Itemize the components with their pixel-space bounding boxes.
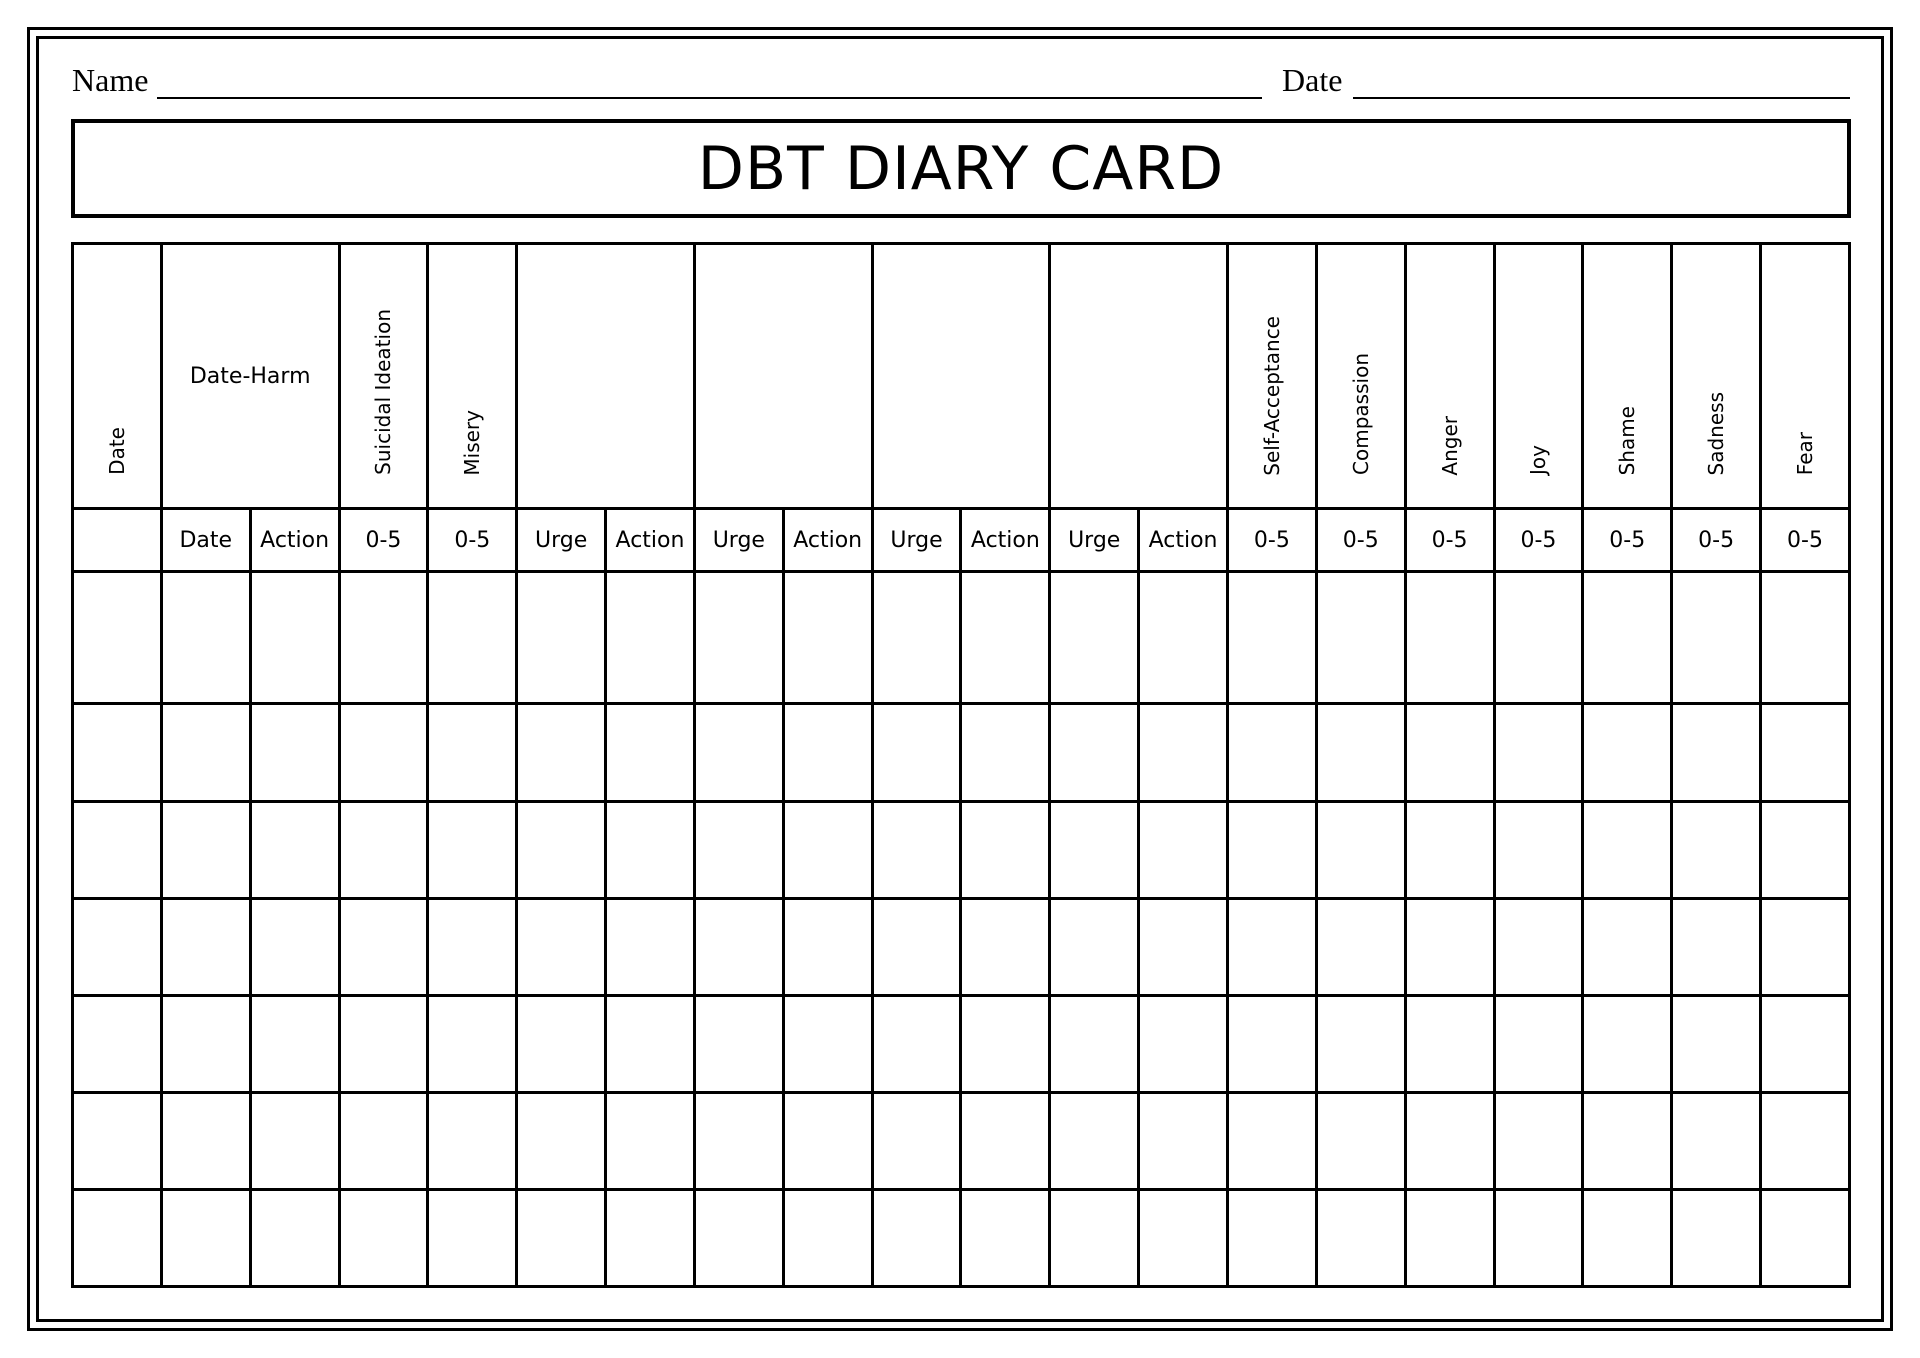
entry-cell[interactable]	[1050, 1092, 1139, 1189]
entry-cell[interactable]	[1761, 995, 1850, 1092]
entry-cell[interactable]	[961, 1189, 1050, 1286]
entry-cell[interactable]	[961, 995, 1050, 1092]
entry-cell[interactable]	[1761, 898, 1850, 995]
entry-cell[interactable]	[1494, 1092, 1583, 1189]
entry-cell[interactable]	[1139, 572, 1228, 704]
entry-cell[interactable]	[1672, 995, 1761, 1092]
entry-cell[interactable]	[872, 898, 961, 995]
entry-cell[interactable]	[161, 704, 250, 801]
entry-cell[interactable]	[1227, 995, 1316, 1092]
entry-cell[interactable]	[1494, 995, 1583, 1092]
entry-cell[interactable]	[606, 801, 695, 898]
entry-cell[interactable]	[517, 801, 606, 898]
title-box	[71, 119, 1851, 218]
entry-cell[interactable]	[1672, 898, 1761, 995]
entry-cell[interactable]	[1494, 704, 1583, 801]
entry-cell[interactable]	[428, 1092, 517, 1189]
entry-cell[interactable]	[161, 801, 250, 898]
entry-cell[interactable]	[161, 1189, 250, 1286]
entry-cell[interactable]	[1139, 995, 1228, 1092]
entry-cell[interactable]	[1227, 898, 1316, 995]
entry-cell[interactable]	[783, 572, 872, 704]
entry-cell[interactable]	[694, 1189, 783, 1286]
header-anger	[1405, 244, 1494, 509]
table-row	[73, 572, 1850, 704]
entry-cell[interactable]	[872, 1092, 961, 1189]
entry-cell[interactable]	[161, 572, 250, 704]
page-title: DBT DIARY CARD	[697, 133, 1225, 204]
entry-cell[interactable]	[961, 898, 1050, 995]
header-fear	[1761, 244, 1850, 509]
entry-cell[interactable]	[339, 704, 428, 801]
entry-cell[interactable]	[517, 995, 606, 1092]
entry-cell[interactable]	[1405, 704, 1494, 801]
entry-cell[interactable]	[1494, 898, 1583, 995]
entry-cell[interactable]	[517, 572, 606, 704]
entry-cell[interactable]	[1405, 995, 1494, 1092]
entry-cell[interactable]	[694, 1092, 783, 1189]
header-date	[73, 244, 162, 509]
sub-group2-action: Action	[783, 509, 872, 572]
entry-cell[interactable]	[250, 1189, 339, 1286]
entry-cell[interactable]	[1583, 801, 1672, 898]
entry-cell[interactable]	[606, 704, 695, 801]
table-row	[73, 1189, 1850, 1286]
header-blank-group-2[interactable]	[694, 244, 872, 509]
entry-cell[interactable]	[694, 995, 783, 1092]
entry-cell[interactable]	[339, 801, 428, 898]
entry-cell[interactable]	[783, 801, 872, 898]
header-date-harm: Date-Harm	[161, 244, 339, 509]
entry-cell[interactable]	[1672, 1092, 1761, 1189]
diary-table	[71, 242, 1851, 1288]
header-joy	[1494, 244, 1583, 509]
header-date-label: Date	[104, 427, 129, 476]
header-suicidal-ideation-label: Suicidal Ideation	[371, 309, 396, 476]
header-misery-label: Misery	[460, 409, 485, 476]
entry-cell[interactable]	[1050, 995, 1139, 1092]
entry-cell[interactable]	[517, 704, 606, 801]
entry-cell[interactable]	[1139, 704, 1228, 801]
entry-cell[interactable]	[1227, 1092, 1316, 1189]
entry-cell[interactable]	[250, 1092, 339, 1189]
entry-cell[interactable]	[250, 898, 339, 995]
entry-cell[interactable]	[1583, 1092, 1672, 1189]
entry-cell[interactable]	[1494, 572, 1583, 704]
entry-cell[interactable]	[1316, 801, 1405, 898]
entry-cell[interactable]	[428, 572, 517, 704]
entry-cell[interactable]	[73, 1189, 162, 1286]
entry-cell[interactable]	[250, 801, 339, 898]
entry-cell[interactable]	[1050, 572, 1139, 704]
entry-cell[interactable]	[1227, 801, 1316, 898]
entry-cell[interactable]	[73, 898, 162, 995]
date-field[interactable]	[1353, 97, 1850, 99]
entry-cell[interactable]	[1672, 1189, 1761, 1286]
subheader-row	[73, 509, 1850, 572]
entry-cell[interactable]	[73, 801, 162, 898]
sub-group4-action: Action	[1139, 509, 1228, 572]
entry-cell[interactable]	[428, 704, 517, 801]
entry-cell[interactable]	[73, 1092, 162, 1189]
entry-cell[interactable]	[1139, 1092, 1228, 1189]
entry-cell[interactable]	[339, 898, 428, 995]
entry-cell[interactable]	[73, 704, 162, 801]
entry-cell[interactable]	[1583, 1189, 1672, 1286]
entry-cell[interactable]	[783, 1092, 872, 1189]
entry-cell[interactable]	[783, 995, 872, 1092]
entry-cell[interactable]	[606, 898, 695, 995]
entry-cell[interactable]	[1316, 1092, 1405, 1189]
entry-cell[interactable]	[1316, 704, 1405, 801]
table-row	[73, 995, 1850, 1092]
table-row	[73, 898, 1850, 995]
entry-cell[interactable]	[694, 704, 783, 801]
entry-cell[interactable]	[1050, 1189, 1139, 1286]
sub-fear-scale: 0-5	[1761, 509, 1850, 572]
entry-cell[interactable]	[517, 898, 606, 995]
entry-cell[interactable]	[1583, 898, 1672, 995]
entry-cell[interactable]	[428, 898, 517, 995]
entry-cell[interactable]	[428, 801, 517, 898]
sub-group1-urge: Urge	[517, 509, 606, 572]
sub-shame-scale: 0-5	[1583, 509, 1672, 572]
entry-cell[interactable]	[250, 995, 339, 1092]
header-self-acceptance-label: Self-Acceptance	[1259, 315, 1284, 476]
entry-cell[interactable]	[339, 995, 428, 1092]
sub-misery-scale: 0-5	[428, 509, 517, 572]
header-fear-label: Fear	[1793, 432, 1818, 476]
entry-cell[interactable]	[1672, 801, 1761, 898]
entry-cell[interactable]	[339, 572, 428, 704]
entry-cell[interactable]	[1405, 1092, 1494, 1189]
header-sadness-label: Sadness	[1704, 391, 1729, 476]
header-shame	[1583, 244, 1672, 509]
sub-group3-urge: Urge	[872, 509, 961, 572]
entry-cell[interactable]	[1405, 572, 1494, 704]
date-label: Date	[1282, 62, 1343, 98]
entry-cell[interactable]	[517, 1092, 606, 1189]
entry-cell[interactable]	[1050, 898, 1139, 995]
entry-cell[interactable]	[1583, 704, 1672, 801]
entry-cell[interactable]	[1583, 995, 1672, 1092]
entry-cell[interactable]	[1050, 704, 1139, 801]
entry-cell[interactable]	[1405, 898, 1494, 995]
entry-cell[interactable]	[1672, 704, 1761, 801]
header-blank-group-1[interactable]	[517, 244, 695, 509]
header-misery	[428, 244, 517, 509]
entry-cell[interactable]	[606, 572, 695, 704]
entry-cell[interactable]	[694, 898, 783, 995]
sub-group1-action: Action	[606, 509, 695, 572]
name-label: Name	[72, 62, 149, 98]
entry-cell[interactable]	[161, 1092, 250, 1189]
entry-cell[interactable]	[961, 1092, 1050, 1189]
entry-cell[interactable]	[161, 898, 250, 995]
header-blank-group-3[interactable]	[872, 244, 1050, 509]
sub-group2-urge: Urge	[694, 509, 783, 572]
entry-cell[interactable]	[1583, 572, 1672, 704]
entry-cell[interactable]	[1672, 572, 1761, 704]
entry-cell[interactable]	[872, 995, 961, 1092]
header-joy-label: Joy	[1526, 445, 1551, 476]
header-compassion	[1316, 244, 1405, 509]
entry-cell[interactable]	[1139, 801, 1228, 898]
entry-cell[interactable]	[1316, 995, 1405, 1092]
entry-cell[interactable]	[1227, 1189, 1316, 1286]
entry-cell[interactable]	[339, 1092, 428, 1189]
entry-cell[interactable]	[606, 1092, 695, 1189]
entry-cell[interactable]	[872, 1189, 961, 1286]
entry-cell[interactable]	[872, 704, 961, 801]
header-blank-group-4[interactable]	[1050, 244, 1228, 509]
sub-sadness-scale: 0-5	[1672, 509, 1761, 572]
entry-cell[interactable]	[250, 572, 339, 704]
entry-cell[interactable]	[872, 801, 961, 898]
sub-self-acceptance-scale: 0-5	[1227, 509, 1316, 572]
entry-cell[interactable]	[428, 995, 517, 1092]
entry-cell[interactable]	[1227, 572, 1316, 704]
sub-date-harm-action: Action	[250, 509, 339, 572]
header-self-acceptance	[1227, 244, 1316, 509]
entry-cell[interactable]	[1316, 898, 1405, 995]
entry-cell[interactable]	[606, 1189, 695, 1286]
header-shame-label: Shame	[1615, 405, 1640, 476]
entry-cell[interactable]	[1316, 572, 1405, 704]
entry-cell[interactable]	[1761, 1189, 1850, 1286]
entry-cell[interactable]	[1405, 1189, 1494, 1286]
table-row	[73, 1092, 1850, 1189]
entry-cell[interactable]	[339, 1189, 428, 1286]
entry-cell[interactable]	[694, 801, 783, 898]
entry-cell[interactable]	[1405, 801, 1494, 898]
entry-cell[interactable]	[73, 572, 162, 704]
entry-cell[interactable]	[1761, 1092, 1850, 1189]
sub-compassion-scale: 0-5	[1316, 509, 1405, 572]
sub-anger-scale: 0-5	[1405, 509, 1494, 572]
entry-cell[interactable]	[961, 801, 1050, 898]
entry-cell[interactable]	[961, 704, 1050, 801]
sub-group4-urge: Urge	[1050, 509, 1139, 572]
entry-cell[interactable]	[872, 572, 961, 704]
entry-cell[interactable]	[1139, 1189, 1228, 1286]
entry-cell[interactable]	[961, 572, 1050, 704]
name-field[interactable]	[157, 97, 1262, 99]
sub-group3-action: Action	[961, 509, 1050, 572]
entry-cell[interactable]	[1761, 704, 1850, 801]
header-suicidal-ideation	[339, 244, 428, 509]
entry-cell[interactable]	[1050, 801, 1139, 898]
header-anger-label: Anger	[1437, 415, 1462, 476]
sub-suicidal-scale: 0-5	[339, 509, 428, 572]
entry-cell[interactable]	[694, 572, 783, 704]
entry-cell[interactable]	[1139, 898, 1228, 995]
entry-cell[interactable]	[1494, 1189, 1583, 1286]
header-row	[73, 244, 1850, 509]
header-compassion-label: Compassion	[1348, 353, 1373, 476]
entry-cell[interactable]	[783, 1189, 872, 1286]
entry-cell[interactable]	[1761, 572, 1850, 704]
entry-cell[interactable]	[1316, 1189, 1405, 1286]
entry-cell[interactable]	[783, 898, 872, 995]
entry-cell[interactable]	[1761, 801, 1850, 898]
table-row	[73, 704, 1850, 801]
entry-cell[interactable]	[250, 704, 339, 801]
table-row	[73, 801, 1850, 898]
entry-cell[interactable]	[428, 1189, 517, 1286]
sub-date	[73, 509, 162, 572]
entry-cell[interactable]	[161, 995, 250, 1092]
header-sadness	[1672, 244, 1761, 509]
entry-cell[interactable]	[73, 995, 162, 1092]
entry-cell[interactable]	[783, 704, 872, 801]
entry-cell[interactable]	[1227, 704, 1316, 801]
sub-joy-scale: 0-5	[1494, 509, 1583, 572]
sub-date-harm-date: Date	[161, 509, 250, 572]
entry-cell[interactable]	[606, 995, 695, 1092]
entry-cell[interactable]	[1494, 801, 1583, 898]
entry-cell[interactable]	[517, 1189, 606, 1286]
